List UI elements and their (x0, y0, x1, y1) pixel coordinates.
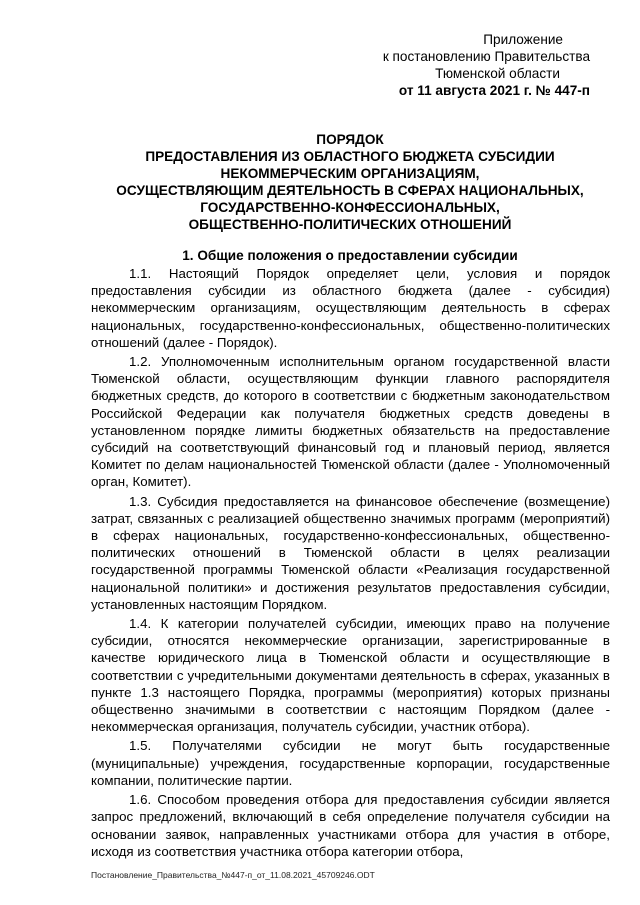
paragraph-1-5: 1.5. Получателями субсидии не могут быть государственные (муниципальные) учреждения, государственные корпорации, государственные компании, политические партии. (91, 738, 610, 788)
section-heading: 1. Общие положения о предоставлении субсидии (182, 248, 518, 263)
title-line-4: ОСУЩЕСТВЛЯЮЩИМ ДЕЯТЕЛЬНОСТЬ В СФЕРАХ НАЦИОНАЛЬНЫХ, (116, 183, 584, 198)
appendix-label: Приложение (483, 32, 563, 47)
title-line-5: ГОСУДАРСТВЕННО-КОНФЕССИОНАЛЬНЫХ, (200, 200, 500, 215)
title-line-3: НЕКОММЕРЧЕСКИМ ОРГАНИЗАЦИЯМ, (220, 166, 480, 181)
appendix-date-number: от 11 августа 2021 г. № 447-п (398, 83, 590, 98)
document-title (60, 131, 640, 233)
paragraph-1-4: 1.4. К категории получателей субсидии, имеющих право на получение субсидии, относятся некоммерческие организации, зарегистрированные в качестве юридического лица в Тюменской области и осуществляющие в соответствии с учредительными документами деятельность в сферах, указанных в пункте 1.3 настоящего Порядка, программы (мероприятия) которых признаны общественно значимыми в соответствии с настоящим Порядком (далее - некоммерческая организация, получатель субсидии, участник отбора). (91, 616, 610, 735)
title-line-6: ОБЩЕСТВЕННО-ПОЛИТИЧЕСКИХ ОТНОШЕНИЙ (188, 217, 512, 232)
footer-filename: Постановление_Правительства_№447-п_от_11.08.2021_45709246.ODT (91, 870, 375, 880)
appendix-reference: к постановлению Правительства (382, 49, 590, 64)
appendix-block (330, 31, 590, 99)
paragraph-1-3: 1.3. Субсидия предоставляется на финансовое обеспечение (возмещение) затрат, связанных с реализацией общественно значимых программ (мероприятий) в сферах национальных, государственно-конфессиональных, общественно-политических отношений в Тюменской области в целях реализации государственной программы Тюменской области «Реализация государственной национальной политики» и достижения результатов предоставления субсидии, установленных настоящим Порядком. (91, 493, 610, 612)
appendix-region: Тюменской области (435, 66, 560, 81)
title-line-2: ПРЕДОСТАВЛЕНИЯ ИЗ ОБЛАСТНОГО БЮДЖЕТА СУБСИДИИ (145, 149, 555, 164)
paragraph-1-1: 1.1. Настоящий Порядок определяет цели, условия и порядок предоставления субсидии из областного бюджета (далее - субсидия) некоммерческим организациям, осуществляющим деятельность в сферах национальных, государственно-конфессиональных, общественно-политических отношений (далее - Порядок). (91, 266, 610, 350)
paragraph-1-6: 1.6. Способом проведения отбора для предоставления субсидии является запрос предложений, включающий в себя определение получателя субсидии на основании заявок, направленных участниками отбора для участия в отборе, исходя из соответствия участника отбора категории отбора, (91, 792, 610, 859)
document-body (91, 265, 610, 862)
paragraph-1-2: 1.2. Уполномоченным исполнительным органом государственной власти Тюменской области, осуществляющим функции главного распорядителя бюджетных средств, до которого в соответствии с бюджетным законодательством Российской Федерации как получателя бюджетных средств доведены в установленном порядке лимиты бюджетных обязательств на предоставление субсидий на соответствующий финансовый год и плановый период, является Комитет по делам национальностей Тюменской области (далее - Уполномоченный орган, Комитет). (91, 354, 610, 490)
title-line-1: ПОРЯДОК (316, 132, 384, 147)
